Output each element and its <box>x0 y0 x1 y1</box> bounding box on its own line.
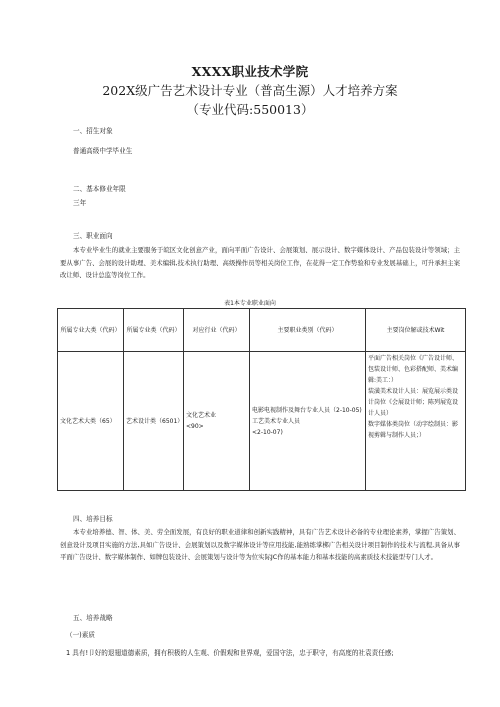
program-code: （专业代码:550013） <box>186 102 314 117</box>
position-line: 平面广告相关岗位《广告设计师、包装设计师、色彩搭配师、美术编辑:美工：） <box>368 355 459 384</box>
table-cell <box>250 352 366 491</box>
table-cell: 艺术设计类（6501） <box>124 352 184 491</box>
section-5-heading: 五、培养战略 <box>73 614 113 622</box>
section-4-text: 本专业培养德、智、体、美、劳全面发展，有良好的职业道律和创新实践精神，具有广告艺术设计必备的专业理论素养，掌握广告策划、创意设计及项目实施的方法,具如广告设计、会展策划以及数字媒体设计等应用技能,能熟练掌梆广告相关设计项目制作的技术与流程,具备从事平面广告设计、数字媒体制作、如牌包装设计、会展策划与设计等为位实际JC作的基本能力和基本技能的高素质技术技能型专门人才。 <box>60 528 460 562</box>
section-3-paragraph <box>60 244 460 282</box>
header-cell: 所属专业大类（代码） <box>58 309 124 352</box>
position-line: 装潢美术设计人员：展览展示类设计岗位《会展设计师；陈列展览设计人员） <box>368 388 459 417</box>
section-2-body: 三年 <box>73 199 87 207</box>
section-4-paragraph <box>60 526 460 564</box>
header-cell: 对应行业（代码） <box>184 309 250 352</box>
header-cell: 主要岗位解或技术Wit <box>366 309 466 352</box>
section-4-heading: 四、培养目标 <box>73 515 113 523</box>
header-cell: 主要职业类别（代码） <box>250 309 366 352</box>
table-row <box>58 352 466 491</box>
document-title: 202X级广告艺术设计专业（普高生源）人才培养方案 <box>102 83 398 98</box>
section-5-subheading: （一)素质 <box>66 631 95 639</box>
section-3-heading: 三、职业面向 <box>73 232 113 240</box>
occupation-line: <2-10-07) <box>252 428 283 436</box>
section-2-heading: 二、基本修业年限 <box>73 185 126 193</box>
section-1-body: 普通高级中学毕业生 <box>73 147 133 155</box>
section-5-item-1: 1 具有!卩好的退翅道德素质，拥有积极的人生观、价假观和世界观，爱国守法，忠于职守，有高度的社袁责任感; <box>66 649 394 657</box>
table-header-row <box>58 309 466 352</box>
occupation-table <box>57 308 466 491</box>
table-cell <box>184 352 250 491</box>
section-3-text: 本专业毕业生的就业主要服务于皖区文化创意产业，面向平面广告设计、会展策划、展示设计、数字媒体设计、产品包装设计等领域；主要从事广告、会展的设计助理、美术编辑,技术执行助理、高级操作员等相关岗位工作，在花得一定工作势验和专业发展基础上，可升承担主案改让师、设计总监等岗位工作。 <box>60 246 460 280</box>
document-title-block <box>0 62 500 119</box>
header-cell: 所属专业类（代码） <box>124 309 184 352</box>
table-cell: 文化艺术大类（65） <box>58 352 124 491</box>
table-caption: 表1本专业职业面向 <box>224 300 276 307</box>
position-line: 数字媒体类岗位（动字绘制员：影视剪辑与制作人员；） <box>368 421 459 439</box>
table-cell <box>366 352 466 491</box>
occupation-line: 工艺美术专业人员 <box>252 417 301 425</box>
occupation-line: 电影电视制作及舞台专业人员（2-10-05) <box>252 406 362 414</box>
industry-name: 文化艺术业 <box>186 412 217 419</box>
school-name: XXXX职业技术学院 <box>191 64 309 79</box>
industry-code: <90> <box>186 423 204 430</box>
section-1-heading: 一、招生对象 <box>73 127 113 135</box>
